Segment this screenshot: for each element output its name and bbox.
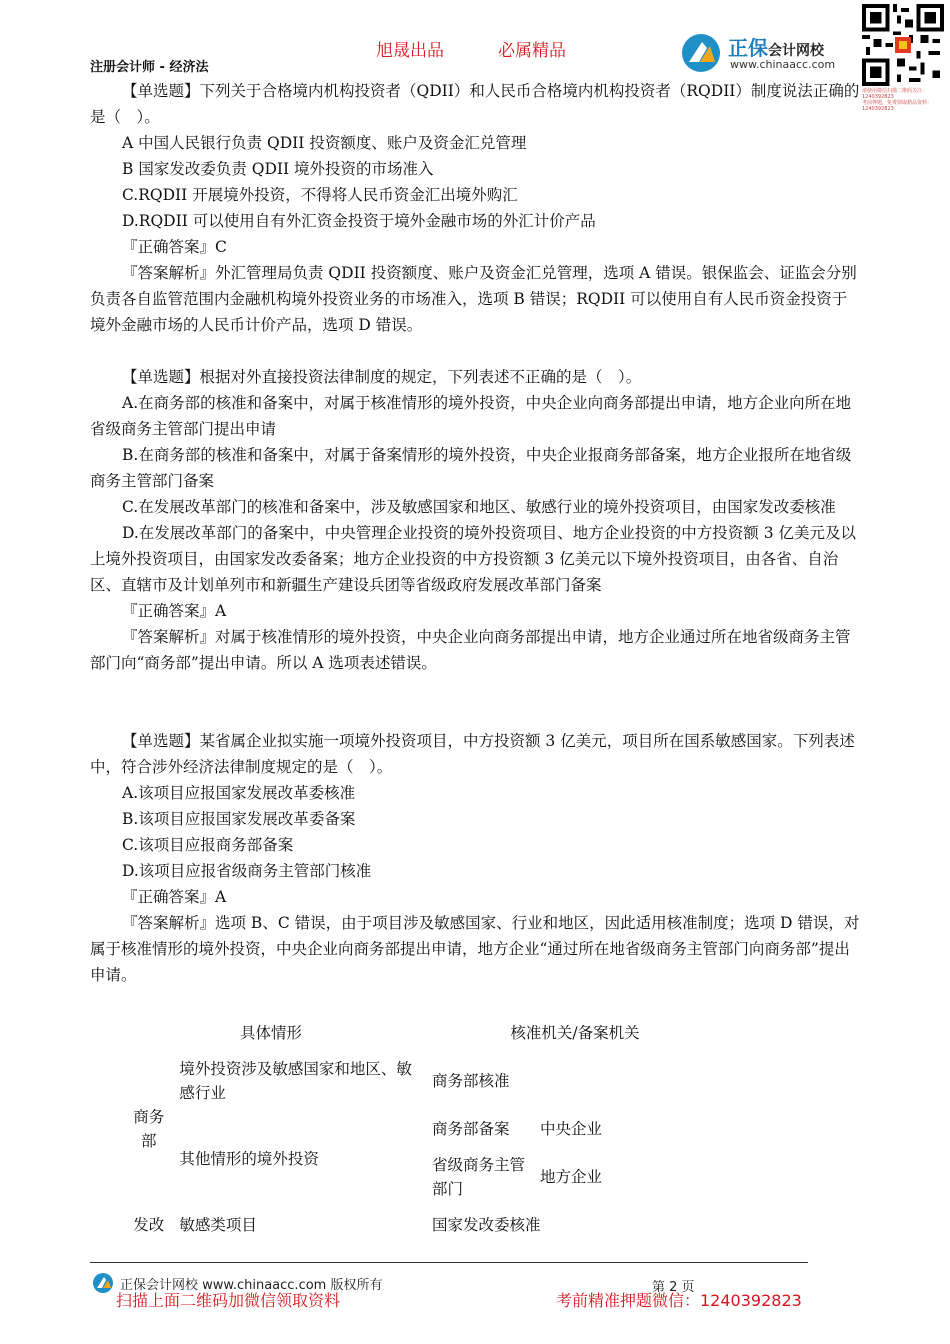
qr-code-icon [862, 4, 944, 86]
q2-option-c: C.在发展改革部门的核准和备案中，涉及敏感国家和地区、敏感行业的境外投资项目，由国家发改委核准 [122, 498, 836, 516]
logo-emblem-icon [680, 32, 724, 74]
q2-option-b: B.在商务部的核准和备案中，对属于备案情形的境外投资，中央企业报商务部备案，地方企业报所在地省级商务主管部门备案 [90, 446, 852, 490]
table-row [122, 1207, 704, 1243]
q1-analysis: 『答案解析』外汇管理局负责 QDII 投资额度、账户及资金汇兑管理，选项 A 错误。银保监会、证监会分别负责各自监管范围内金融机构境外投资业务的市场准入，选项 B 错误；RQDII 可以使用自有人民币资金投资于境外金融市场的人民币计价产品，选项 D 错误。 [90, 264, 857, 334]
footer-promo-right: 考前精准押题微信：1240392823 [556, 1291, 802, 1310]
q3-answer: 『正确答案』A [122, 888, 227, 906]
table-header-row [122, 1015, 704, 1051]
q3-option-a: A.该项目应报国家发展改革委核准 [122, 784, 356, 802]
subject-title: 注册会计师 - 经济法 [90, 60, 209, 75]
q2-stem: 【单选题】根据对外直接投资法律制度的规定，下列表述不正确的是（ ）。 [122, 368, 642, 386]
question-3 [90, 728, 860, 988]
q2-analysis: 『答案解析』对属于核准情形的境外投资，中央企业向商务部提出申请，地方企业通过所在地省级商务主管部门向“商务部”提出申请。所以 A 选项表述错误。 [90, 628, 851, 672]
table-row1-auth: 商务部核准 [432, 1072, 510, 1090]
table-row2-who-b: 地方企业 [540, 1168, 603, 1186]
q3-option-c: C.该项目应报商务部备案 [122, 836, 294, 854]
table-row3-case: 敏感类项目 [179, 1216, 257, 1234]
q2-answer: 『正确答案』A [122, 602, 227, 620]
q1-option-c: C.RQDII 开展境外投资，不得将人民币资金汇出境外购汇 [122, 186, 518, 204]
table-row [122, 1111, 704, 1147]
slogan-left: 旭晟出品 [376, 41, 444, 61]
table-row2-auth-b: 省级商务主管部门 [432, 1156, 526, 1198]
footer-promo-left: 扫描上面二维码加微信领取资料 [116, 1291, 341, 1310]
qr-note [862, 88, 946, 112]
table-row2-case: 其他情形的境外投资 [179, 1150, 319, 1168]
footer-copyright: 正保会计网校 www.chinaacc.com 版权所有 [120, 1278, 383, 1293]
q3-option-d: D.该项目应报省级商务主管部门核准 [122, 862, 372, 880]
table-row2-auth-a: 商务部备案 [432, 1120, 510, 1138]
slogan-right: 必属精品 [498, 41, 566, 61]
footer-divider [90, 1262, 808, 1263]
approval-table [122, 1015, 704, 1243]
logo-sub: 会计网校 [768, 43, 824, 59]
table-row [122, 1051, 704, 1111]
chinaacc-logo [680, 32, 860, 74]
table-row1-who [536, 1051, 704, 1111]
logo-brand: 正保 [728, 36, 768, 60]
q1-option-b: B 国家发改委负责 QDII 境外投资的市场准入 [122, 160, 434, 178]
q3-analysis: 『答案解析』选项 B、C 错误，由于项目涉及敏感国家、行业和地区，因此适用核准制度；选项 D 错误，对属于核准情形的境外投资，中央企业向商务部提出申请，地方企业“通过所在地省级商务主管部门向商务部”提出申请。 [90, 914, 860, 984]
footer-logo-icon [92, 1272, 114, 1294]
q3-option-b: B.该项目应报国家发展改革委备案 [122, 810, 356, 828]
q1-stem: 【单选题】下列关于合格境内机构投资者（QDII）和人民币合格境内机构投资者（RQDII）制度说法正确的是（ ）。 [90, 82, 860, 126]
question-2 [90, 364, 860, 676]
table-group-ndrc: 发改 [133, 1216, 165, 1234]
question-1 [90, 78, 860, 338]
qr-note-line-1: 请使用微信扫描二维码关注：1240392823 [862, 88, 928, 100]
logo-url: www.chinaacc.com [730, 58, 836, 71]
q2-option-d: D.在发展改革部门的备案中，中央管理企业投资的境外投资项目、地方企业投资的中方投资额 3 亿美元及以上境外投资项目，由国家发改委备案；地方企业投资的中方投资额 3 亿美元以下境外投资项目，由各省、自治区、直辖市及计划单列市和新疆生产建设兵团等省级政府发展改革部门备案 [90, 524, 857, 594]
table-row2-who-a: 中央企业 [540, 1120, 603, 1138]
table-head-right: 核准机关/备案机关 [510, 1024, 640, 1042]
table-head-left: 具体情形 [239, 1024, 302, 1042]
qr-note-line-2: 考前押题，免费领取精品资料：1240392823 [862, 100, 933, 112]
q2-option-a: A.在商务部的核准和备案中，对属于核准情形的境外投资，中央企业向商务部提出申请，地方企业向所在地省级商务主管部门提出申请 [90, 394, 852, 438]
q1-option-a: A 中国人民银行负责 QDII 投资额度、账户及资金汇兑管理 [122, 134, 527, 152]
table-row3-auth: 国家发改委核准 [432, 1216, 541, 1234]
q1-answer: 『正确答案』C [122, 238, 227, 256]
q1-option-d: D.RQDII 可以使用自有外汇资金投资于境外金融市场的外汇计价产品 [122, 212, 596, 230]
table-row1-case: 境外投资涉及敏感国家和地区、敏感行业 [179, 1060, 412, 1102]
footer-page-number: 第 2 页 [652, 1280, 695, 1295]
q3-stem: 【单选题】某省属企业拟实施一项境外投资项目，中方投资额 3 亿美元，项目所在国系敏感国家。下列表述中，符合涉外经济法律制度规定的是（ ）。 [90, 732, 855, 776]
table-group-mofcom: 商务部 [133, 1108, 165, 1150]
